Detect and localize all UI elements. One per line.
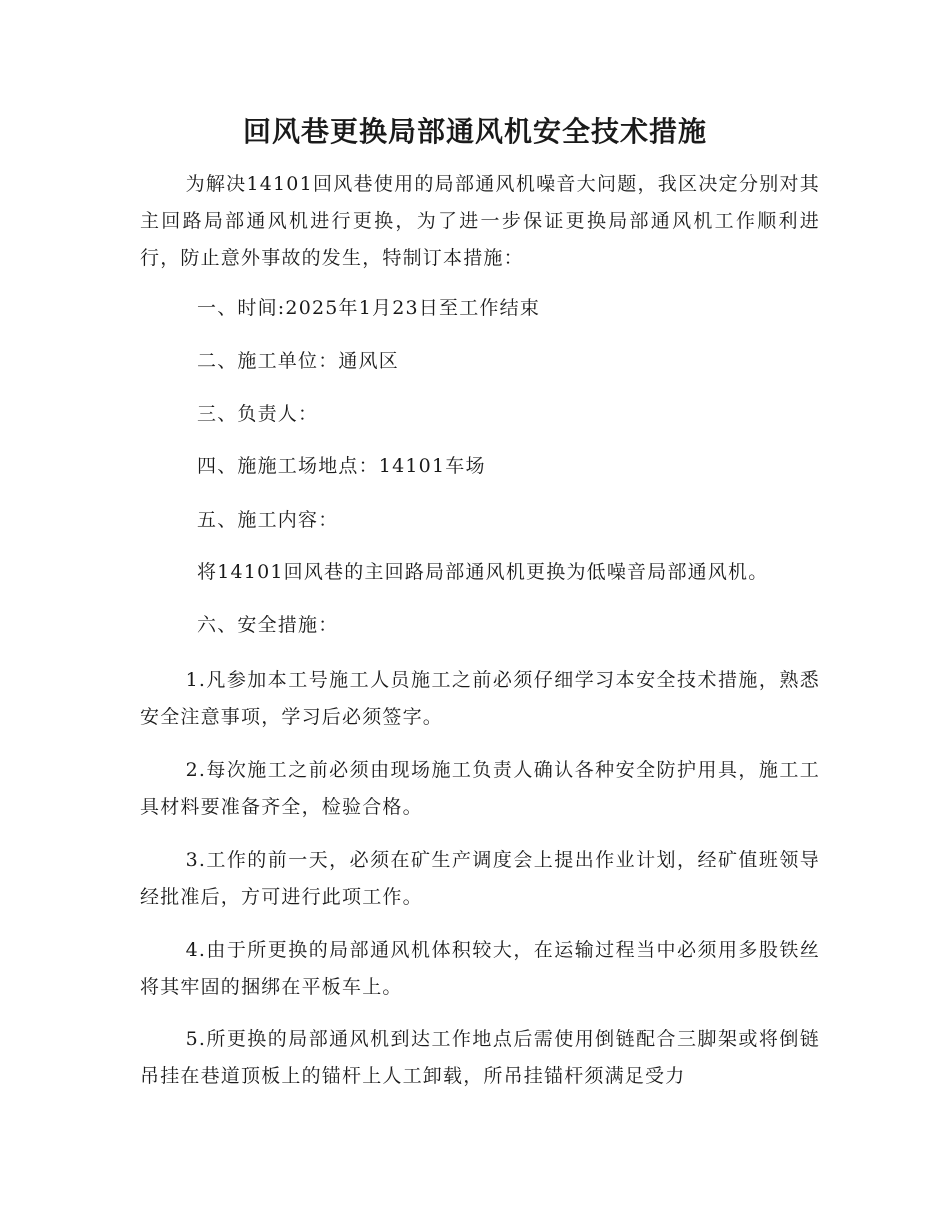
safety-item-4: 4.由于所更换的局部通风机体积较大，在运输过程当中必须用多股铁丝将其牢固的捆绑在平板车上。 xyxy=(140,939,820,998)
document-title: 回风巷更换局部通风机安全技术措施 xyxy=(242,115,707,148)
section-content-text: 将14101回风巷的主回路局部通风机更换为低噪音局部通风机。 xyxy=(197,561,769,583)
intro-paragraph: 为解决14101回风巷使用的局部通风机噪音大问题，我区决定分别对其主回路局部通风机进行更换，为了进一步保证更换局部通风机工作顺利进行，防止意外事故的发生，特制订本措施： xyxy=(140,173,820,269)
section-content-heading: 五、施工内容： xyxy=(197,509,339,531)
section-safety-heading: 六、安全措施： xyxy=(197,614,339,636)
section-location: 四、施施工场地点：14101车场 xyxy=(197,455,486,477)
section-person: 三、负责人： xyxy=(197,403,319,425)
safety-item-1: 1.凡参加本工号施工人员施工之前必须仔细学习本安全技术措施，熟悉安全注意事项，学习后必须签字。 xyxy=(140,669,820,728)
safety-item-3: 3.工作的前一天，必须在矿生产调度会上提出作业计划，经矿值班领导经批准后，方可进行此项工作。 xyxy=(140,849,820,908)
safety-item-2: 2.每次施工之前必须由现场施工负责人确认各种安全防护用具，施工工具材料要准备齐全，检验合格。 xyxy=(140,759,820,818)
section-time: 一、时间:2025年1月23日至工作结束 xyxy=(197,297,541,319)
section-unit: 二、施工单位：通风区 xyxy=(197,350,400,372)
safety-item-5: 5.所更换的局部通风机到达工作地点后需使用倒链配合三脚架或将倒链吊挂在巷道顶板上的锚杆上人工卸载，所吊挂锚杆须满足受力 xyxy=(140,1028,820,1087)
